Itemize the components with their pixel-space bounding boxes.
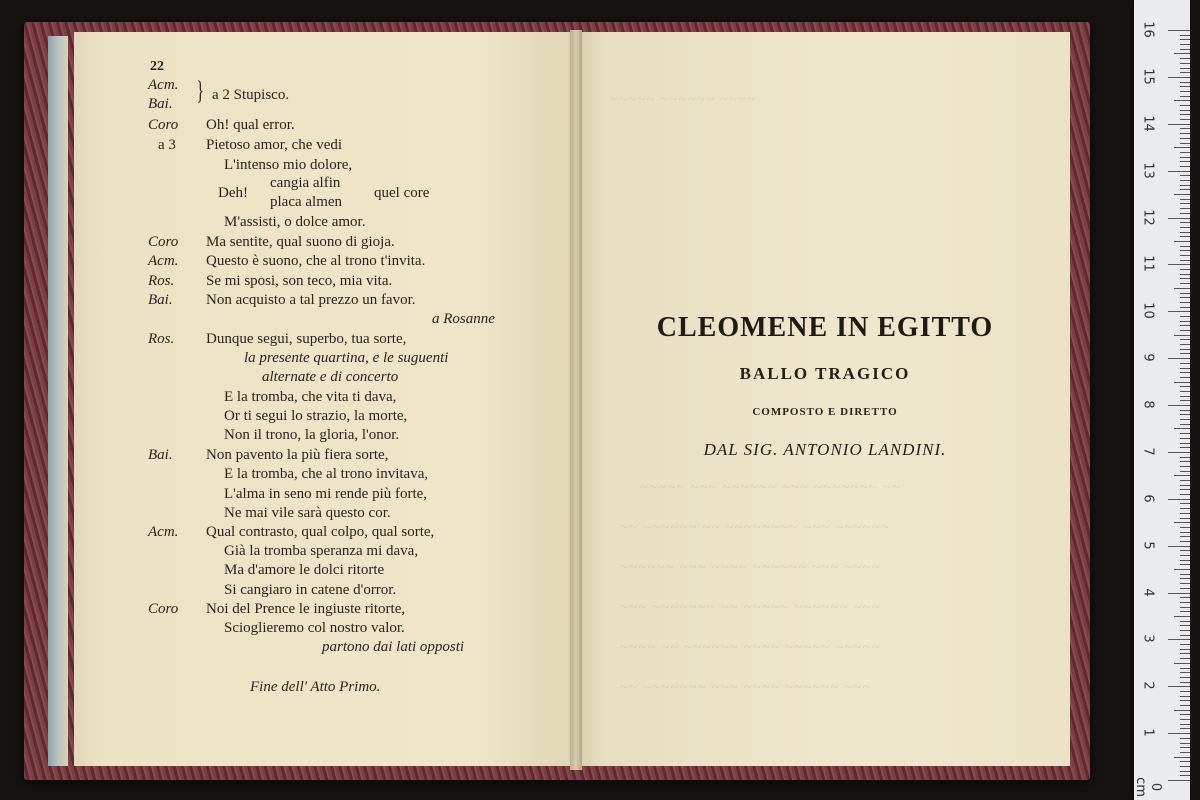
verse-line: E la tromba, che vita ti dava, [224,389,397,405]
ruler-tick [1180,302,1190,303]
ruler-tick [1180,560,1190,561]
ruler-tick [1174,475,1190,476]
bleed-through: ~~ ~~~~~~ ~~ ~~~~~~~~ ~~~ ~~~~~~ [620,520,890,536]
verse-line: Ne mai vile sarà questo cor. [224,505,391,521]
verse-line: Ma d'amore le dolci ritorte [224,562,385,578]
ruler-tick [1180,236,1190,237]
ruler-tick [1180,461,1190,462]
ruler-tick [1180,232,1190,233]
ruler-tick [1180,114,1190,115]
speaker-label: Ros. [148,273,175,289]
speaker-label: a 3 [158,137,176,153]
ruler-number: 2 [1140,681,1156,690]
verse-line: Questo è suono, che al trono t'invita. [206,253,426,269]
ruler-tick [1174,428,1190,429]
speaker-label: Coro [148,601,179,617]
ruler-tick [1180,574,1190,575]
ruler-tick [1168,405,1190,406]
ruler-tick [1180,503,1190,504]
ruler-number: 12 [1140,208,1156,226]
ruler-tick [1180,578,1190,579]
ruler-tick [1180,771,1190,772]
ruler-tick [1180,246,1190,247]
ruler-tick [1168,77,1190,78]
ruler-tick [1180,44,1190,45]
ruler-tick [1180,677,1190,678]
ruler-tick [1180,189,1190,190]
ruler-tick [1180,471,1190,472]
ruler-tick [1180,339,1190,340]
ruler-tick [1180,110,1190,111]
ruler-tick [1180,293,1190,294]
ruler-tick [1180,128,1190,129]
ruler-tick [1180,607,1190,608]
verse-line: quel core [374,185,430,201]
verse-line: Se mi sposi, son teco, mia vita. [206,273,393,289]
speaker-label: Coro [148,234,179,250]
ruler-tick [1168,499,1190,500]
speaker-label: Bai. [148,292,173,308]
verse-line: E la tromba, che al trono invitava, [224,466,429,482]
ruler-tick [1180,353,1190,354]
ruler-tick [1180,611,1190,612]
ruler-number: 6 [1140,494,1156,503]
ruler-tick [1180,649,1190,650]
ruler-tick [1180,424,1190,425]
ruler-tick [1180,532,1190,533]
ruler-tick [1180,166,1190,167]
ruler-tick [1180,175,1190,176]
brace-glyph: } [196,76,204,105]
ruler-tick [1180,480,1190,481]
verse-line: Non il trono, la gloria, l'onor. [224,427,400,443]
ruler-tick [1180,58,1190,59]
ruler-tick [1174,522,1190,523]
book-gutter [570,30,582,770]
ruler-tick [1168,358,1190,359]
ruler-tick [1180,724,1190,725]
ruler-tick [1180,321,1190,322]
speaker-label: Acm. [148,253,179,269]
ruler-tick [1180,133,1190,134]
ruler-tick [1180,372,1190,373]
ruler-number: 7 [1140,447,1156,456]
ruler-tick [1180,91,1190,92]
ruler-tick [1180,719,1190,720]
ruler-tick [1180,761,1190,762]
ruler-tick [1180,625,1190,626]
verse-line: Oh! qual error. [206,117,295,133]
ruler-number: 9 [1140,353,1156,362]
ruler-tick [1180,621,1190,622]
stage-direction: a Rosanne [432,311,495,327]
ruler-tick [1168,311,1190,312]
ruler-tick [1180,138,1190,139]
ruler-tick [1180,278,1190,279]
ruler-tick [1168,733,1190,734]
verse-line: Noi del Prence le ingiuste ritorte, [206,601,406,617]
ruler-tick [1174,710,1190,711]
ruler-tick [1180,72,1190,73]
bleed-through: ~~~~ ~~ ~~~~~~ ~~~~ ~~~~~ ~~~~~ [620,640,881,656]
ruler-tick [1180,668,1190,669]
ruler-tick [1180,82,1190,83]
verse-line: placa almen [270,194,343,210]
ruler-tick [1174,288,1190,289]
ruler-tick [1174,241,1190,242]
ruler-tick [1174,382,1190,383]
ruler-tick [1180,443,1190,444]
ruler-tick [1180,630,1190,631]
ruler-tick [1174,757,1190,758]
ruler-tick [1180,508,1190,509]
verse-line: Dunque segui, superbo, tua sorte, [206,331,407,347]
speaker-label: Coro [148,117,179,133]
ruler-number: 1 [1140,728,1156,737]
ruler-tick [1168,218,1190,219]
ruler-number: 3 [1140,634,1156,644]
verse-line: Or ti segui lo strazio, la morte, [224,408,408,424]
ruler-tick [1180,527,1190,528]
ruler-tick [1168,30,1190,31]
ruler-tick [1180,653,1190,654]
ruler-number: 0 cm [1133,777,1163,797]
ruler-tick [1180,250,1190,251]
bleed-through: ~~~~~ ~~~~~~ ~~~~ [610,92,757,108]
ruler-tick [1168,264,1190,265]
speaker-label: Bai. [148,96,173,112]
bleed-through: ~~~ ~~~~~~~ ~~ ~~~~~ ~~~~~~ ~~~ [620,600,881,616]
stage-direction: alternate e di concerto [262,369,399,385]
ruler-tick [1180,208,1190,209]
ruler-tick [1168,171,1190,172]
ruler-number: 10 [1140,302,1156,320]
ruler-tick [1180,49,1190,50]
ruler-tick [1180,180,1190,181]
ruler-number: 16 [1140,21,1156,38]
ruler-tick [1180,386,1190,387]
ruler-number: 5 [1140,540,1156,550]
ballet-title: CLEOMENE IN EGITTO [656,312,994,343]
verse-line: M'assisti, o dolce amor. [224,214,366,230]
ruler-tick [1180,513,1190,514]
ruler-tick [1180,213,1190,214]
ruler-tick [1180,597,1190,598]
composed-line: COMPOSTO E DIRETTO [752,406,898,418]
ruler-tick [1180,536,1190,537]
ruler-tick [1180,203,1190,204]
ruler-tick [1180,588,1190,589]
ruler-tick [1174,569,1190,570]
ruler-tick [1180,714,1190,715]
ruler-tick [1180,457,1190,458]
verse-line: Si cangiaro in catene d'orror. [224,582,397,598]
ruler-tick [1180,550,1190,551]
ruler-tick [1180,672,1190,673]
ruler-tick [1180,705,1190,706]
ruler-tick [1180,410,1190,411]
ruler-tick [1180,485,1190,486]
ruler-tick [1174,147,1190,148]
ruler-tick [1180,583,1190,584]
ruler-tick [1180,658,1190,659]
verse-line: Ma sentite, qual suono di gioja. [206,234,395,250]
ruler-tick [1180,152,1190,153]
ruler-tick [1180,447,1190,448]
ruler-number: 14 [1140,114,1156,132]
ruler-tick [1180,368,1190,369]
ruler-tick [1180,35,1190,36]
ruler-tick [1180,438,1190,439]
ruler-tick [1180,489,1190,490]
ruler-tick [1180,222,1190,223]
stage-direction: partono dai lati opposti [322,639,465,655]
ruler-tick [1180,696,1190,697]
verse-line: a 2 Stupisco. [212,87,290,103]
ruler-tick [1180,635,1190,636]
verse-line: L'alma in seno mi rende più forte, [224,486,428,502]
measuring-ruler [1134,0,1190,800]
ruler-tick [1180,39,1190,40]
verse-line: Già la tromba speranza mi dava, [224,543,419,559]
ruler-tick [1180,349,1190,350]
bleed-through: ~~~~~ ~~~ ~~~~~~ ~~~ ~~~~~~~ ~~ [640,480,901,496]
ruler-tick [1180,414,1190,415]
ruler-tick [1180,96,1190,97]
ruler-tick [1180,419,1190,420]
ruler-tick [1180,119,1190,120]
ruler-tick [1180,752,1190,753]
ruler-tick [1180,555,1190,556]
verse-line: Deh! [218,185,248,201]
verse-line: cangia alfin [270,175,341,191]
ruler-tick [1180,68,1190,69]
ruler-tick [1180,297,1190,298]
ruler-tick [1174,194,1190,195]
ruler-tick [1180,161,1190,162]
ruler-tick [1180,63,1190,64]
ruler-tick [1180,700,1190,701]
ruler-tick [1180,728,1190,729]
ruler-tick [1180,396,1190,397]
verse-line: L'intenso mio dolore, [224,157,353,173]
act-end-note: Fine dell' Atto Primo. [250,679,381,695]
ruler-tick [1174,100,1190,101]
ruler-tick [1174,335,1190,336]
bleed-through: ~~~~~~ ~~~ ~~~~ ~~~~~~ ~~~ ~~~~ [620,560,881,576]
ruler-number: 11 [1140,255,1156,273]
ruler-tick [1180,682,1190,683]
ruler-tick [1180,86,1190,87]
ruler-number: 8 [1140,400,1156,409]
page-number: 22 [150,59,164,74]
verse-line: Qual contrasto, qual colpo, qual sorte, [206,524,435,540]
verse-line: Pietoso amor, che vedi [206,137,343,153]
ruler-tick [1180,564,1190,565]
ruler-tick [1180,433,1190,434]
page-edges [48,36,68,766]
ruler-tick [1180,466,1190,467]
ruler-tick [1180,185,1190,186]
ruler-tick [1168,780,1190,781]
bleed-through: ~~ ~~~~~~~ ~~~ ~~~~ ~~~~~~ ~~~ [620,680,872,696]
ruler-tick [1180,494,1190,495]
ruler-tick [1180,766,1190,767]
author-line: DAL SIG. ANTONIO LANDINI. [703,440,947,459]
ruler-tick [1180,227,1190,228]
verse-line: Scioglieremo col nostro valor. [224,620,405,636]
ruler-tick [1180,377,1190,378]
ruler-tick [1180,274,1190,275]
ruler-tick [1180,344,1190,345]
speaker-label: Bai. [148,447,173,463]
ruler-tick [1180,157,1190,158]
ruler-tick [1180,283,1190,284]
ruler-tick [1180,255,1190,256]
verse-line: Non pavento la più fiera sorte, [206,447,389,463]
ruler-number: 13 [1140,161,1156,179]
ruler-tick [1180,260,1190,261]
ruler-tick [1180,316,1190,317]
ruler-tick [1180,330,1190,331]
ruler-number: 15 [1140,68,1156,85]
ruler-tick [1180,518,1190,519]
speaker-label: Acm. [148,77,179,93]
ruler-tick [1180,363,1190,364]
ruler-tick [1180,325,1190,326]
ruler-tick [1180,199,1190,200]
ruler-tick [1180,541,1190,542]
ruler-tick [1180,391,1190,392]
verse-line: Non acquisto a tal prezzo un favor. [206,292,416,308]
ruler-tick [1180,602,1190,603]
speaker-label: Acm. [148,524,179,540]
ruler-tick [1180,400,1190,401]
ruler-tick [1174,53,1190,54]
ruler-tick [1180,644,1190,645]
ruler-tick [1168,452,1190,453]
ruler-tick [1180,269,1190,270]
ruler-tick [1168,686,1190,687]
ruler-tick [1180,307,1190,308]
ruler-tick [1168,124,1190,125]
ruler-tick [1168,593,1190,594]
ruler-number: 4 [1140,587,1156,597]
ruler-tick [1168,546,1190,547]
ruler-tick [1180,738,1190,739]
ruler-tick [1174,663,1190,664]
ruler-tick [1168,639,1190,640]
speaker-label: Ros. [148,331,175,347]
ruler-tick [1180,143,1190,144]
ruler-tick [1180,743,1190,744]
ruler-tick [1180,747,1190,748]
ruler-tick [1180,775,1190,776]
ruler-tick [1180,691,1190,692]
ruler-tick [1180,105,1190,106]
ruler-tick [1174,616,1190,617]
ballet-subtitle: BALLO TRAGICO [739,364,911,383]
stage-direction: la presente quartina, e le suguenti [244,350,449,366]
